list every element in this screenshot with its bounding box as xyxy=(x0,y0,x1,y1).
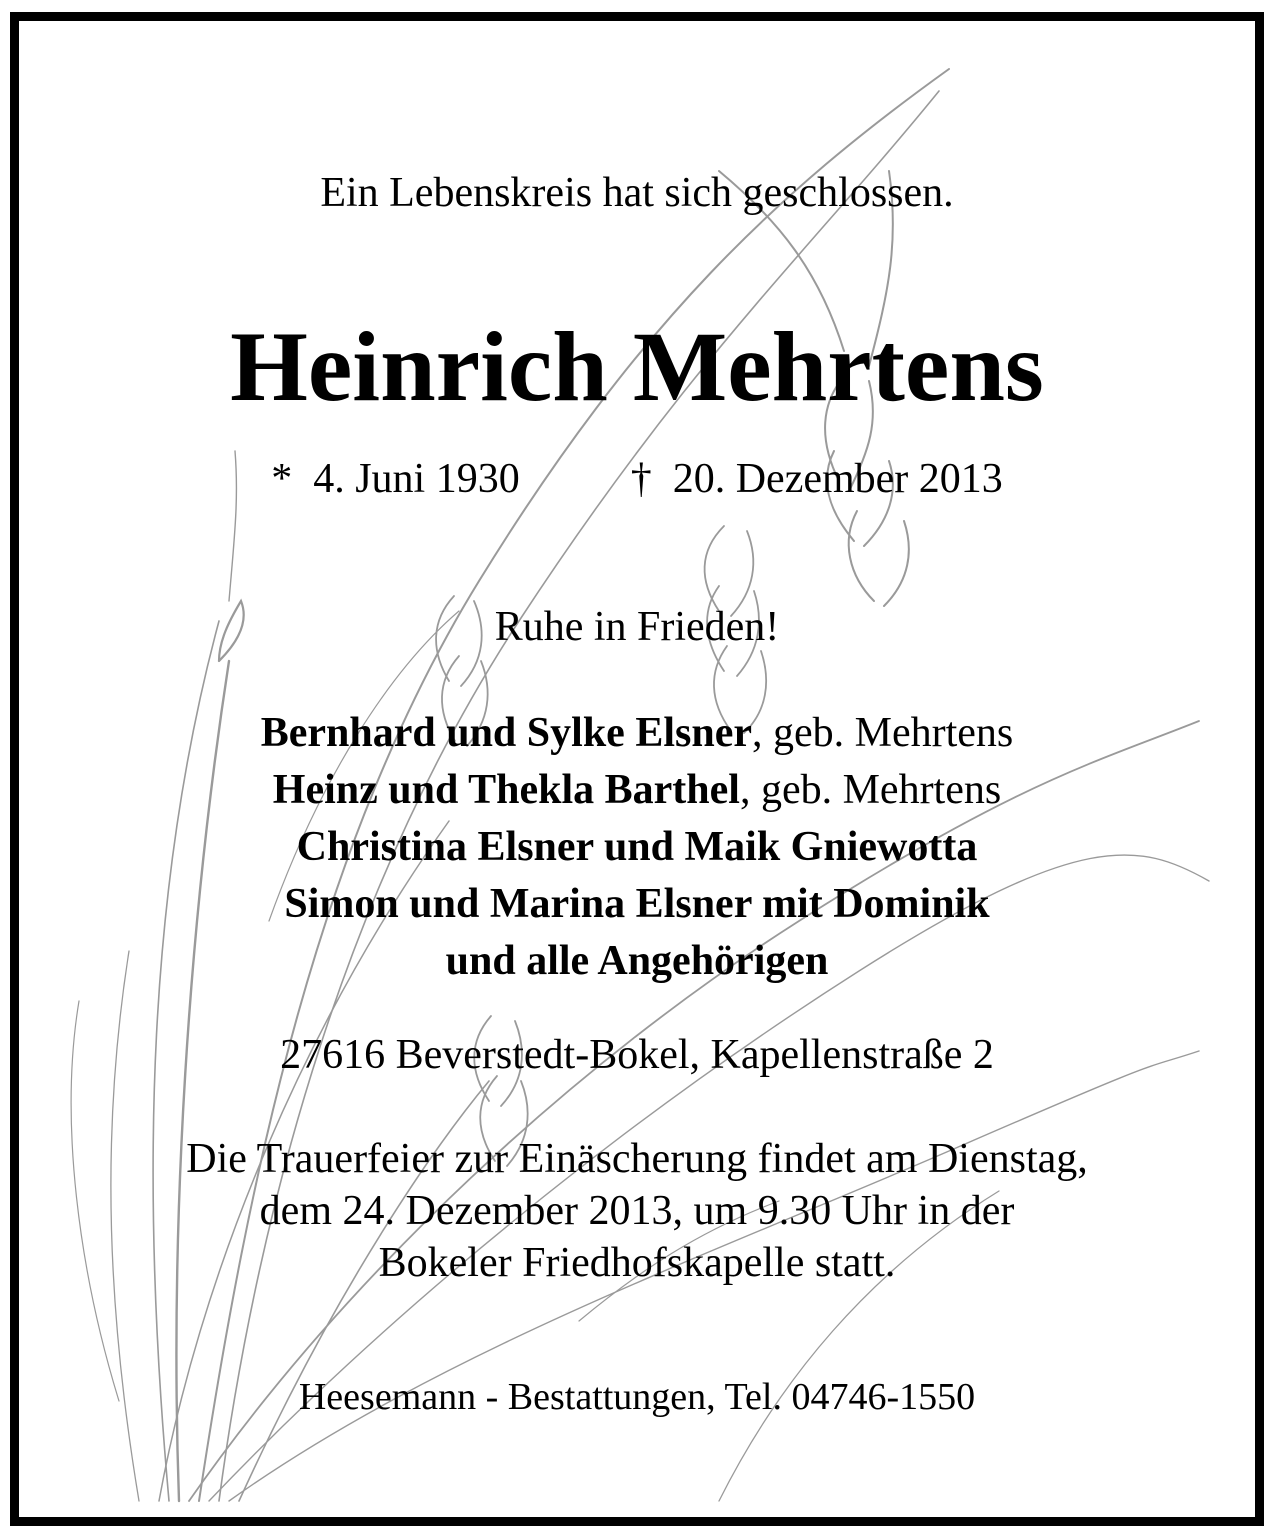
deceased-name: Heinrich Mehrtens xyxy=(230,311,1044,422)
ceremony-info xyxy=(19,1133,1255,1289)
motto-line: Ein Lebenskreis hat sich geschlossen. xyxy=(320,170,954,216)
mourner-line: Bernhard und Sylke Elsner, geb. Mehrtens xyxy=(260,710,1014,756)
life-dates xyxy=(19,455,1255,503)
mourner-line: Simon und Marina Elsner mit Dominik xyxy=(284,881,990,927)
ceremony-line: Die Trauerfeier zur Einäscherung findet am Dienstag, xyxy=(186,1136,1088,1182)
mourner-line: Christina Elsner und Maik Gniewotta xyxy=(296,824,978,870)
mourner-line: und alle Angehörigen xyxy=(445,938,829,984)
obituary-frame xyxy=(10,12,1264,1526)
birth-symbol: * xyxy=(271,456,293,502)
ceremony-line: Bokeler Friedhofskapelle statt. xyxy=(378,1240,896,1286)
farewell-line: Ruhe in Frieden! xyxy=(494,604,780,650)
family-address: 27616 Beverstedt-Bokel, Kapellenstraße 2 xyxy=(280,1032,994,1078)
mourners-list xyxy=(19,705,1255,990)
death-date: 20. Dezember 2013 xyxy=(672,456,1003,502)
funeral-home-contact: Heesemann - Bestattungen, Tel. 04746-1550 xyxy=(298,1376,976,1418)
ceremony-line: dem 24. Dezember 2013, um 9.30 Uhr in der xyxy=(259,1188,1015,1234)
birth-date: 4. Juni 1930 xyxy=(313,456,520,502)
mourner-line: Heinz und Thekla Barthel, geb. Mehrtens xyxy=(272,767,1002,813)
cross-icon: † xyxy=(630,456,652,502)
